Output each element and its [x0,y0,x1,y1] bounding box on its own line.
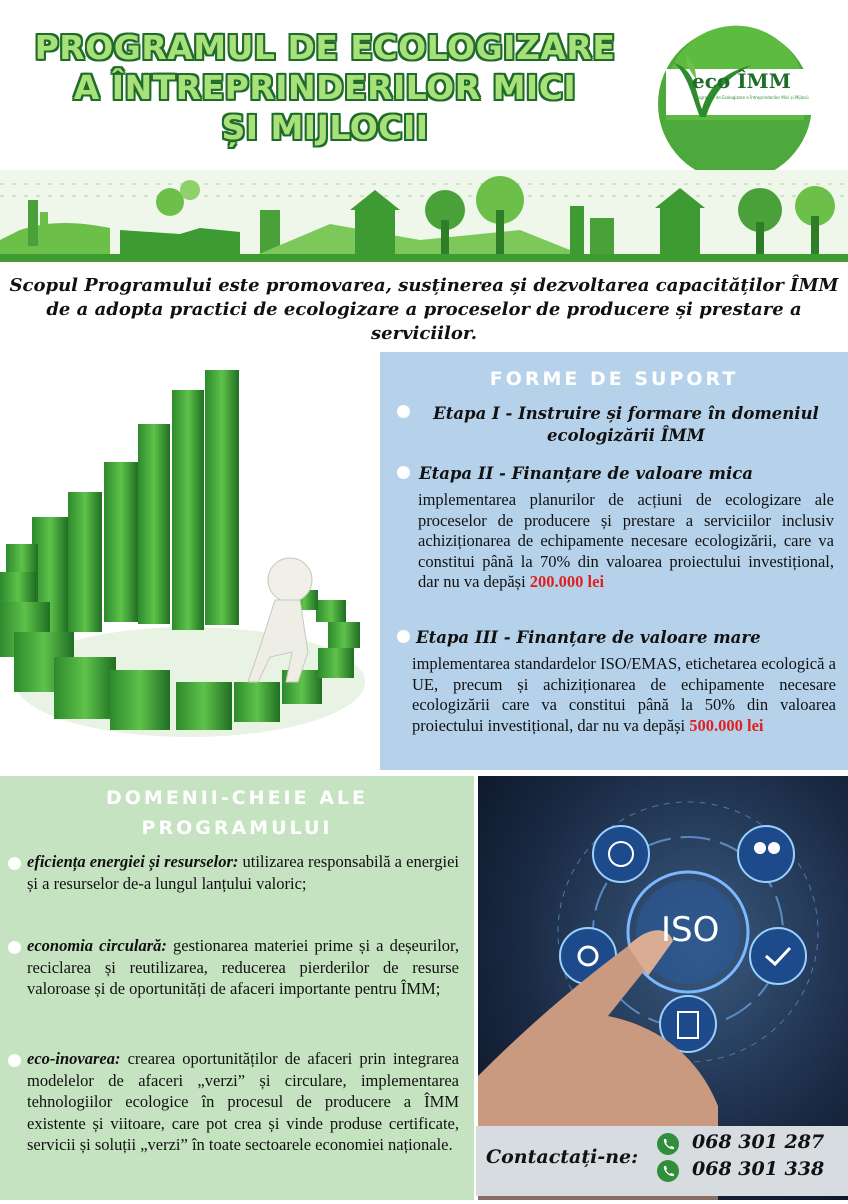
stage-2-title: Etapa II - Finanțare de valoare mica [419,464,753,483]
domain-item-2-term: economia circulară: [27,936,167,955]
eco-city-banner [0,170,848,262]
stage-3-title: Etapa III - Finanțare de valoare mare [416,628,761,647]
stage-3-amount: 500.000 lei [689,715,764,735]
stage-2-amount: 200.000 lei [529,572,605,592]
title-line-3: ȘI MIJLOCII [221,108,429,147]
domain-item-1-text: utilizarea responsabilă a energiei și a resurselor de-a lungul lanțului valoric; [27,852,459,893]
bullet-icon [8,1054,21,1067]
bullet-icon [397,630,410,643]
stage-3-text: implementarea standardelor ISO/EMAS, etichetarea ecologică a UE, precum și achiziționarea de echipamente necesare ecologizării care va constitui până la 50% din valoarea proiectului investițional, dar nu va depăși [412,654,836,735]
stage-3-description [412,654,836,736]
stage-2-text: implementarea planurilor de acțiuni de ecologizare ale proceselor de producere și prestare a serviciilor inclusiv achiziționarea de echipamente necesare ecologizării, care va constitui până la 70% din valoarea proiectului investițional, dar nu va depăși [418,490,834,592]
bullet-icon [397,405,410,418]
title-line-1: PROGRAMUL DE ECOLOGIZARE [34,28,616,67]
contact-label: Contactați-ne: [486,1146,639,1168]
domain-item-3-text: crearea oportunităților de afaceri prin integrarea modelelor de afaceri „verzi” și circulare, implementarea tehnologiilor ecologice în procesul de producere a ÎMM existente și viitoare, care pot crea și vinde produse certificate, servicii și soluții „verzi” în toate sectoarele economiei naționale. [27,1049,459,1154]
logo-text: eco ÎMM [692,69,791,93]
whatsapp-phone-icon [657,1133,679,1155]
eco-imm-logo [656,25,814,183]
domains-heading [0,783,474,843]
stage-1-title: Etapa I - Instruire și formare în domeniul ecologizării ÎMM [433,404,819,445]
phone-number-2[interactable]: 068 301 338 [692,1158,825,1180]
page-title [10,28,640,148]
support-heading: FORME DE SUPORT [489,368,739,390]
stage-2-description [418,490,834,593]
domain-item-3 [27,1048,459,1156]
domain-item-2-text: gestionarea materiei prime și a deșeurilor, reciclarea și reutilizarea, reducerea pierderilor de resurse valoroase și de oportunități de afaceri importante pentru ÎMM; [27,936,460,998]
domains-heading-line-2: PROGRAMULUI [141,817,333,839]
domain-item-1 [27,851,459,894]
growth-chart-illustration [0,352,380,770]
whatsapp-phone-icon [657,1160,679,1182]
domain-item-2 [27,935,459,1000]
logo-subtitle: Programul de Ecologizare a Întreprinderilor Mici și Mijlocii [694,95,809,100]
program-purpose: Scopul Programului este promovarea, susținerea și dezvoltarea capacităților ÎMM de a adopta practici de ecologizare a proceselor de producere și prestare a serviciilor. [9,275,839,344]
bullet-icon [8,941,21,954]
domain-item-1-term: eficiența energiei și resurselor: [27,852,239,871]
title-line-2: A ÎNTREPRINDERILOR MICI [73,68,577,107]
domain-item-3-term: eco-inovarea: [27,1049,121,1068]
phone-number-1[interactable]: 068 301 287 [692,1131,825,1153]
bullet-icon [8,857,21,870]
iso-label: ISO [661,910,720,950]
bullet-icon [397,466,410,479]
domains-heading-line-1: DOMENII-CHEIE ALE [105,787,368,809]
